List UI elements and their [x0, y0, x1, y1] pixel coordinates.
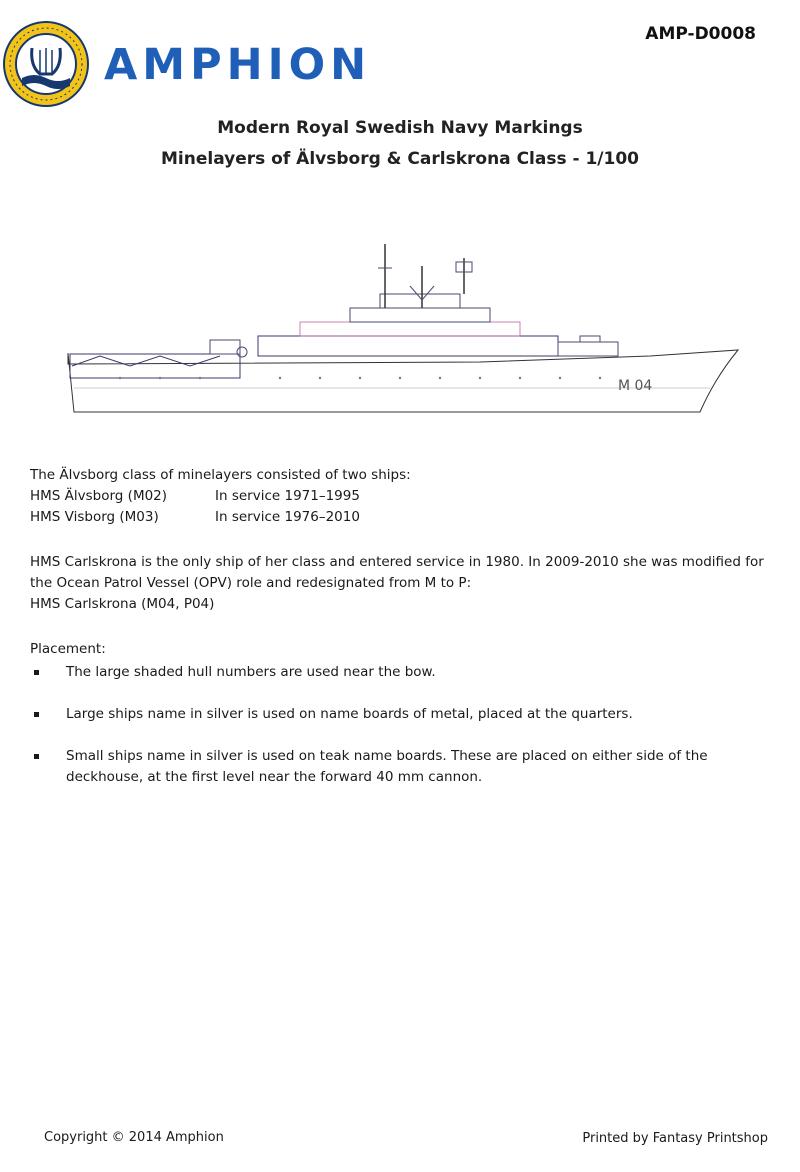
product-code: AMP-D0008: [645, 24, 756, 44]
ship-service: In service 1971–1995: [215, 488, 360, 504]
carlskrona-text: HMS Carlskrona is the only ship of her class and entered service in 1980. In 2009-2010 she was modified for the Ocean Patrol Vessel (OPV) role and redesignated from M to P:: [30, 554, 764, 591]
page-subtitle: Minelayers of Älvsborg & Carlskrona Class - 1/100: [161, 149, 639, 169]
ship-row: [30, 507, 775, 528]
intro-heading: The Älvsborg class of minelayers consisted of two ships:: [30, 467, 411, 483]
list-item: The large shaded hull numbers are used near the bow.: [30, 662, 775, 683]
list-item: Small ships name in silver is used on teak name boards. These are placed on either side of the deckhouse, at the first level near the forward 40 mm cannon.: [30, 746, 775, 788]
hull-number: M 04: [618, 378, 653, 394]
lyre-emblem-icon: [2, 20, 90, 108]
carlskrona-section: [30, 552, 775, 615]
page-title: Modern Royal Swedish Navy Markings: [217, 118, 583, 138]
printer-credit: Printed by Fantasy Printshop: [582, 1131, 768, 1146]
copyright: Copyright © 2014 Amphion: [44, 1130, 224, 1145]
ship-service: In service 1976–2010: [215, 509, 360, 525]
brand-name: AMPHION: [104, 40, 372, 90]
ship-name: HMS Visborg (M03): [30, 509, 159, 525]
list-item: Large ships name in silver is used on name boards of metal, placed at the quarters.: [30, 704, 775, 725]
ship-illustration: [60, 238, 745, 418]
placement-section: [30, 639, 775, 788]
intro-section: [30, 465, 775, 528]
ship-name: HMS Älvsborg (M02): [30, 488, 168, 504]
carlskrona-ship: HMS Carlskrona (M04, P04): [30, 596, 215, 612]
ship-row: [30, 486, 775, 507]
placement-heading: Placement:: [30, 641, 106, 657]
